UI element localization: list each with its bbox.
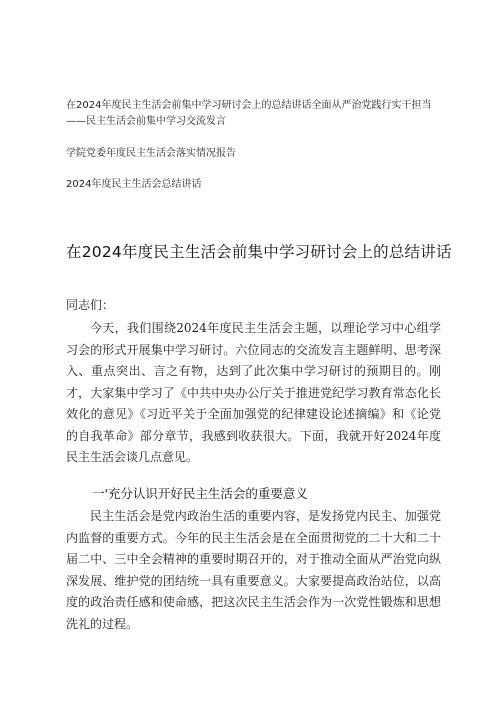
toc-item-1: 在2024年度民主生活会前集中学习研讨会上的总结讲话全面从严治党践行实干担当——民主生活会前集中学习交流发言 <box>66 100 432 127</box>
toc-item-3: 2024年度民主生活会总结讲话 <box>66 179 202 190</box>
paragraph-1: 今天，我们围绕2024年度民主生活会主题，以理论学习中心组学习会的形式开展集中学习研讨。六位同志的交流发言主题鲜明、思考深入、重点突出、言之有物，达到了此次集中学习研讨的预期目的。刚才，大家集中学习了《中共中央办公厅关于推进党纪学习教育常态化长效化的意见》《习近平关于全面加强党的纪律建设论述摘编》和《论党的自我革命》部分章节，我感到收获很大。下面，我就开好2024年度民主生活会谈几点意见。 <box>66 321 441 464</box>
document-title: 在2024年度民主生活会前集中学习研讨会上的总结讲话 <box>66 243 452 261</box>
salutation: 同志们： <box>66 298 115 312</box>
section-heading-1: 一'充分认识开好民主生活会的重要意义 <box>92 486 308 501</box>
toc-item-2: 学院党委年度民主生活会落实情况报告 <box>66 148 236 159</box>
paragraph-2: 民主生活会是党内政治生活的重要内容，是发扬党内民主、加强党内监督的重要方式。今年的民主生活会是在全面贯彻党的二十大和二十届二中、三中全会精神的重要时期召开的，对于推动全面从严治党向纵深发展、维护党的团结统一具有重要意义。大家要提高政治站位，以高度的政治责任感和使命感，把这次民主生活会作为一次党性锻炼和思想洗礼的过程。 <box>66 509 441 631</box>
